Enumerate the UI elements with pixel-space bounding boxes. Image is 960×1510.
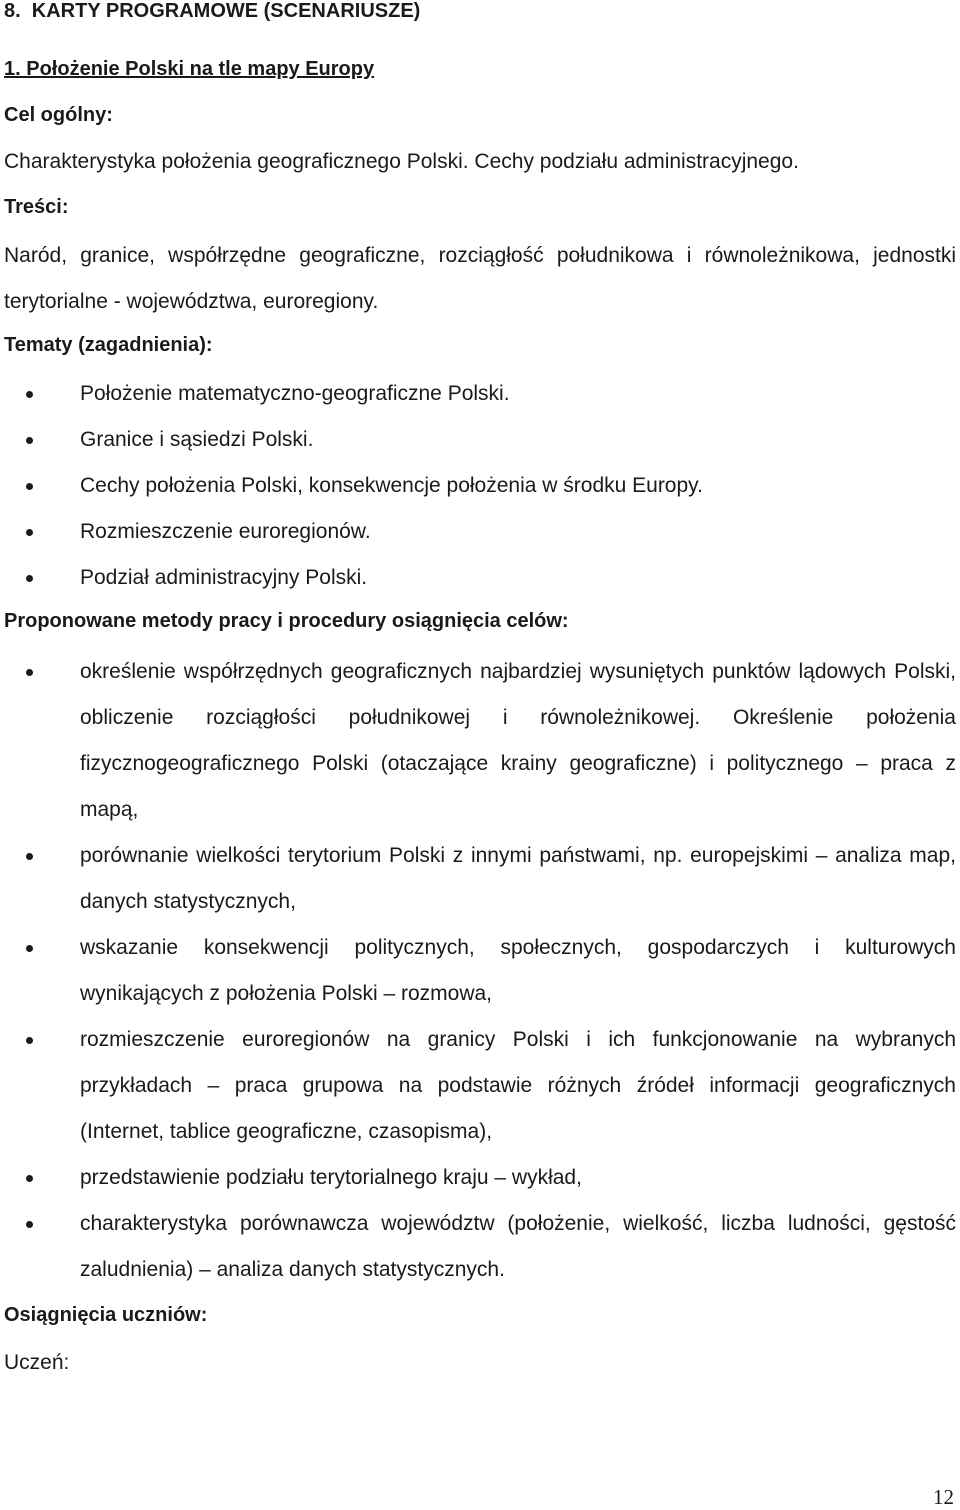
list-item: Podział administracyjny Polski. bbox=[0, 555, 960, 601]
bullet-icon bbox=[26, 483, 33, 490]
bullet-icon bbox=[26, 529, 33, 536]
student-label: Uczeń: bbox=[4, 1351, 70, 1374]
list-item: Rozmieszczenie euroregionów. bbox=[0, 509, 960, 555]
list-item: Granice i sąsiedzi Polski. bbox=[0, 417, 960, 463]
list-item: porównanie wielkości terytorium Polski z innymi państwami, np. europejskimi – analiza map, danych statystycznych, bbox=[0, 833, 960, 925]
list-item: wskazanie konsekwencji politycznych, społecznych, gospodarczych i kulturowych wynikających z położenia Polski – rozmowa, bbox=[0, 925, 960, 1017]
list-item: Położenie matematyczno-geograficzne Polski. bbox=[0, 371, 960, 417]
list-item: określenie współrzędnych geograficznych najbardziej wysuniętych punktów lądowych Polski, obliczenie rozciągłości południkowej i równoleżnikowej. Określenie położenia fizycznogeograficznego Polski (otaczające krainy geograficzne) i politycznego – praca z mapą, bbox=[0, 649, 960, 833]
bullet-icon bbox=[26, 1221, 33, 1228]
topics-list bbox=[0, 371, 960, 601]
goal-text: Charakterystyka położenia geograficznego Polski. Cechy podziału administracyjnego. bbox=[4, 150, 799, 173]
bullet-icon bbox=[26, 1175, 33, 1182]
list-item: rozmieszczenie euroregionów na granicy Polski i ich funkcjonowanie na wybranych przykładach – praca grupowa na podstawie różnych źródeł informacji geograficznych (Internet, tablice geograficzne, czasopisma), bbox=[0, 1017, 960, 1155]
goal-label: Cel ogólny: bbox=[4, 104, 113, 126]
topics-label: Tematy (zagadnienia): bbox=[4, 334, 213, 356]
list-item: charakterystyka porównawcza województw (położenie, wielkość, liczba ludności, gęstość zaludnienia) – analiza danych statystycznych. bbox=[0, 1201, 960, 1293]
section-heading: 8. KARTY PROGRAMOWE (SCENARIUSZE) bbox=[4, 0, 421, 22]
bullet-icon bbox=[26, 575, 33, 582]
bullet-icon bbox=[26, 1037, 33, 1044]
methods-label: Proponowane metody pracy i procedury osiągnięcia celów: bbox=[4, 610, 569, 632]
bullet-icon bbox=[26, 853, 33, 860]
content-label: Treści: bbox=[4, 196, 69, 218]
page-number: 12 bbox=[933, 1485, 954, 1509]
subsection-heading: 1. Położenie Polski na tle mapy Europy bbox=[4, 58, 375, 80]
bullet-icon bbox=[26, 945, 33, 952]
content-text: Naród, granice, współrzędne geograficzne, rozciągłość południkowa i równoleżnikowa, jednostki terytorialne - województwa, euroregiony. bbox=[4, 244, 956, 313]
bullet-icon bbox=[26, 669, 33, 676]
bullet-icon bbox=[26, 437, 33, 444]
bullet-icon bbox=[26, 391, 33, 398]
achievements-label: Osiągnięcia uczniów: bbox=[4, 1304, 208, 1326]
list-item: Cechy położenia Polski, konsekwencje położenia w środku Europy. bbox=[0, 463, 960, 509]
methods-list bbox=[0, 649, 960, 1293]
list-item: przedstawienie podziału terytorialnego kraju – wykład, bbox=[0, 1155, 960, 1201]
